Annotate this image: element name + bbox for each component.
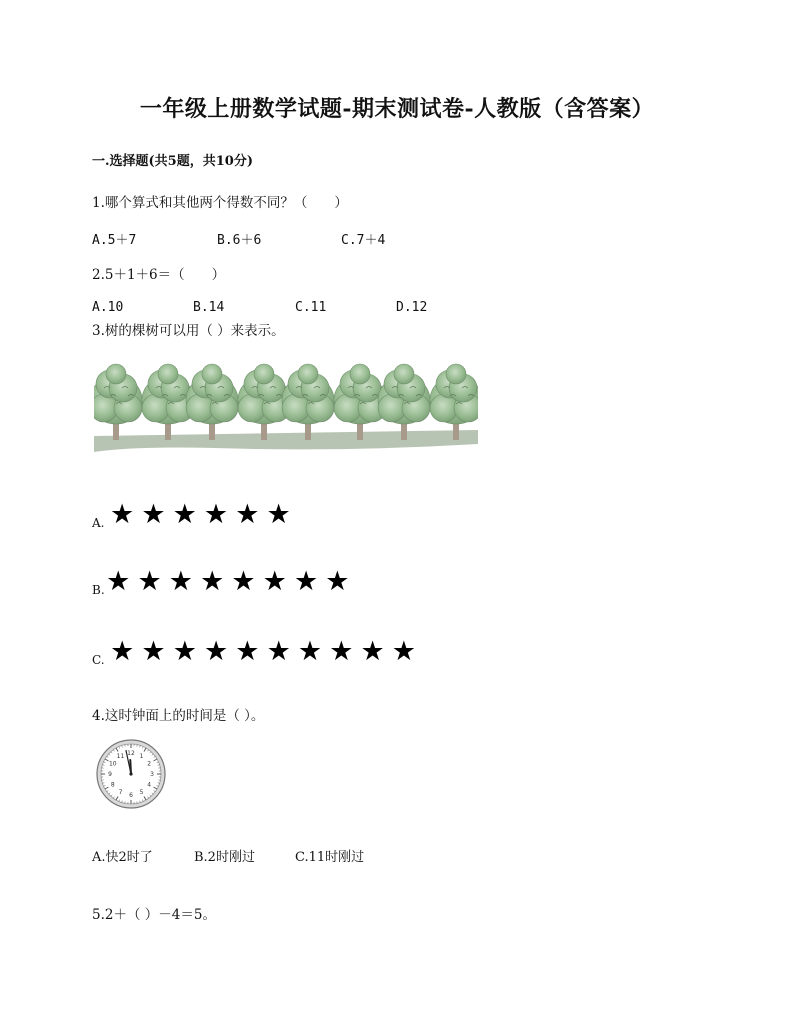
tree-icon bbox=[186, 364, 238, 440]
clock-icon bbox=[95, 738, 167, 810]
question-4-option-c: C.11时刚过 bbox=[295, 850, 365, 865]
question-3-option-b bbox=[92, 568, 353, 595]
question-4-option-b: B.2时刚过 bbox=[194, 850, 255, 865]
star-icon: ★ bbox=[391, 636, 416, 667]
clock-center bbox=[129, 772, 132, 775]
star-icon: ★ bbox=[141, 636, 166, 667]
option-b-stars bbox=[103, 568, 353, 595]
clock-number: 1 bbox=[139, 752, 144, 760]
star-icon: ★ bbox=[200, 566, 225, 597]
star-icon: ★ bbox=[172, 499, 197, 530]
section-heading: 一.选择题(共5题，共10分) bbox=[92, 154, 253, 169]
clock-number: 10 bbox=[108, 760, 117, 768]
star-icon: ★ bbox=[168, 566, 193, 597]
question-1-option-c: C.7＋4 bbox=[341, 233, 386, 248]
question-2-option-a: A.10 bbox=[92, 300, 124, 315]
question-3-text: 3.树的棵树可以用（ ）来表示。 bbox=[92, 323, 285, 339]
question-5-text: 5.2＋（ ）－4＝5。 bbox=[92, 907, 216, 923]
clock-number: 11 bbox=[116, 752, 125, 760]
question-2-option-c: C.11 bbox=[295, 300, 327, 315]
question-2-option-d: D.12 bbox=[396, 300, 428, 315]
tree-icon bbox=[430, 364, 478, 440]
clock-number: 6 bbox=[129, 792, 133, 799]
star-icon: ★ bbox=[110, 499, 135, 530]
clock-number: 4 bbox=[147, 781, 152, 789]
star-icon: ★ bbox=[360, 636, 385, 667]
question-4-text: 4.这时钟面上的时间是（ ）。 bbox=[92, 708, 265, 724]
star-icon: ★ bbox=[231, 566, 256, 597]
option-c-label: C. bbox=[92, 653, 105, 667]
question-2-option-b: B.14 bbox=[193, 300, 225, 315]
star-icon: ★ bbox=[172, 636, 197, 667]
tree-icon bbox=[282, 364, 334, 440]
star-icon: ★ bbox=[106, 566, 131, 597]
tree-icon bbox=[94, 364, 142, 440]
clock-number: 3 bbox=[150, 771, 154, 778]
question-3-option-a bbox=[92, 501, 294, 528]
question-3-option-c bbox=[92, 638, 420, 665]
question-2-text: 2.5＋1＋6＝（ ） bbox=[92, 267, 226, 283]
star-icon: ★ bbox=[235, 636, 260, 667]
ground-strip bbox=[94, 430, 478, 452]
option-a-label: A. bbox=[92, 516, 105, 530]
option-b-label: B. bbox=[92, 583, 105, 597]
clock-number: 8 bbox=[110, 781, 115, 789]
question-1-text: 1.哪个算式和其他两个得数不同？（ ） bbox=[92, 195, 348, 211]
clock-number: 7 bbox=[118, 789, 123, 797]
tree-icon bbox=[378, 364, 430, 440]
question-1-option-b: B.6＋6 bbox=[217, 233, 262, 248]
star-icon: ★ bbox=[293, 566, 319, 597]
option-a-stars bbox=[106, 501, 294, 528]
question-1-option-a: A.5＋7 bbox=[92, 233, 137, 248]
star-icon: ★ bbox=[203, 499, 229, 530]
trees-illustration bbox=[94, 360, 478, 460]
star-icon: ★ bbox=[266, 636, 291, 667]
star-icon: ★ bbox=[266, 499, 291, 530]
clock-number: 2 bbox=[147, 760, 152, 768]
star-icon: ★ bbox=[204, 636, 229, 667]
clock-number: 5 bbox=[139, 789, 144, 797]
star-icon: ★ bbox=[137, 566, 162, 597]
document-title: 一年级上册数学试题-期末测试卷-人教版（含答案） bbox=[139, 96, 655, 122]
star-icon: ★ bbox=[141, 499, 166, 530]
star-icon: ★ bbox=[262, 566, 287, 597]
clock-number: 12 bbox=[127, 750, 135, 757]
star-icon: ★ bbox=[297, 636, 323, 667]
clock-number: 9 bbox=[108, 771, 112, 778]
star-icon: ★ bbox=[325, 566, 350, 597]
option-c-stars bbox=[107, 638, 420, 665]
star-icon: ★ bbox=[110, 636, 135, 667]
question-4-option-a: A.快2时了 bbox=[92, 850, 153, 865]
star-icon: ★ bbox=[235, 499, 260, 530]
star-icon: ★ bbox=[329, 636, 354, 667]
